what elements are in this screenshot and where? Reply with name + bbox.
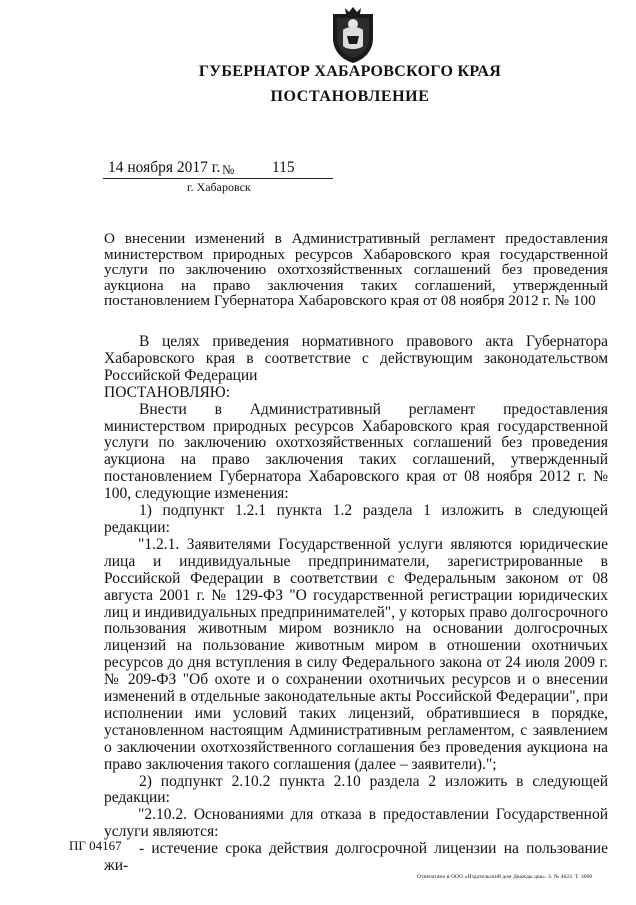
printer-imprint: Отпечатано в ООО «Издательский дом Дважды два». З. № 4622. Т. 3000 [417, 874, 593, 880]
org-title: ГУБЕРНАТОР ХАБАРОВСКОГО КРАЯ [198, 63, 502, 80]
item-2-paragraph: 2) подпункт 2.10.2 пункта 2.10 раздела 2 изложить в следующей редакции: [104, 772, 608, 807]
document-type: ПОСТАНОВЛЕНИЕ [270, 88, 430, 105]
document-subject: О внесении изменений в Административный регламент предоставления министерством природных ресурсов Хабаровского края государственной услуги по заключению охотхозяйственных соглашений без проведения аукциона на право заключения таких соглашений, утвержденный постановлением Губернатора Хабаровского края от 08 ноября 2012 г. № 100 [104, 230, 608, 309]
document-body [104, 334, 608, 875]
resolve-heading: ПОСТАНОВЛЯЮ: [104, 383, 231, 401]
number-label: № [222, 162, 235, 177]
intro-paragraph: Внести в Административный регламент предоставления министерством природных ресурсов Хабаровского края государственной услуги по заключению охотхозяйственных соглашений без проведения аукциона на право заключения таких соглашений, утвержденный постановлением Губернатора Хабаровского края от 08 ноября 2012 г. № 100, следующие изменения: [104, 400, 608, 503]
coat-of-arms-icon [327, 6, 379, 64]
preamble-paragraph: В целях приведения нормативного правового акта Губернатора Хабаровского края в соответствие с действующим законодательством Российской Федерации [104, 333, 608, 384]
document-date: 14 ноября 2017 г. [108, 159, 221, 176]
date-underline [103, 178, 333, 179]
document-number: 115 [272, 159, 295, 176]
item-2-text: "2.10.2. Основаниями для отказа в предоставлении Государственной услуги являются: [104, 806, 608, 841]
item-1-text: "1.2.1. Заявителями Государственной услуги являются юридические лица и индивидуальные предприниматели, зарегистрированные в Российской Федерации в соответствии с Федеральным законом от 08 августа 2001 г. № 129-ФЗ "О государственной регистрации юридических лиц и индивидуальных предпринимателей", у которых право долгосрочного пользования животным миром возникло на основании долгосрочных лицензий на пользование животным миром в отношении охотничьих ресурсов до дня вступления в силу Федерального закона от 24 июля 2009 г. № 209-ФЗ "Об охоте и о сохранении охотничьих ресурсов и о внесении изменений в отдельные законодательные акты Российской Федерации", при исполнении ими условий таких лицензий, обратившиеся в порядке, установленном настоящим Административным регламентом, с заявлением о заключении охотхозяйственного соглашения без проведения аукциона на право заключения такого соглашения (далее – заявители)."; [104, 535, 608, 773]
footer-code: ПГ 04167 [69, 838, 122, 853]
city-name: г. Хабаровск [187, 180, 251, 194]
item-1-paragraph: 1) подпункт 1.2.1 пункта 1.2 раздела 1 изложить в следующей редакции: [104, 502, 608, 536]
item-2-bullet: - истечение срока действия долгосрочной лицензии на пользование жи- [104, 840, 608, 875]
